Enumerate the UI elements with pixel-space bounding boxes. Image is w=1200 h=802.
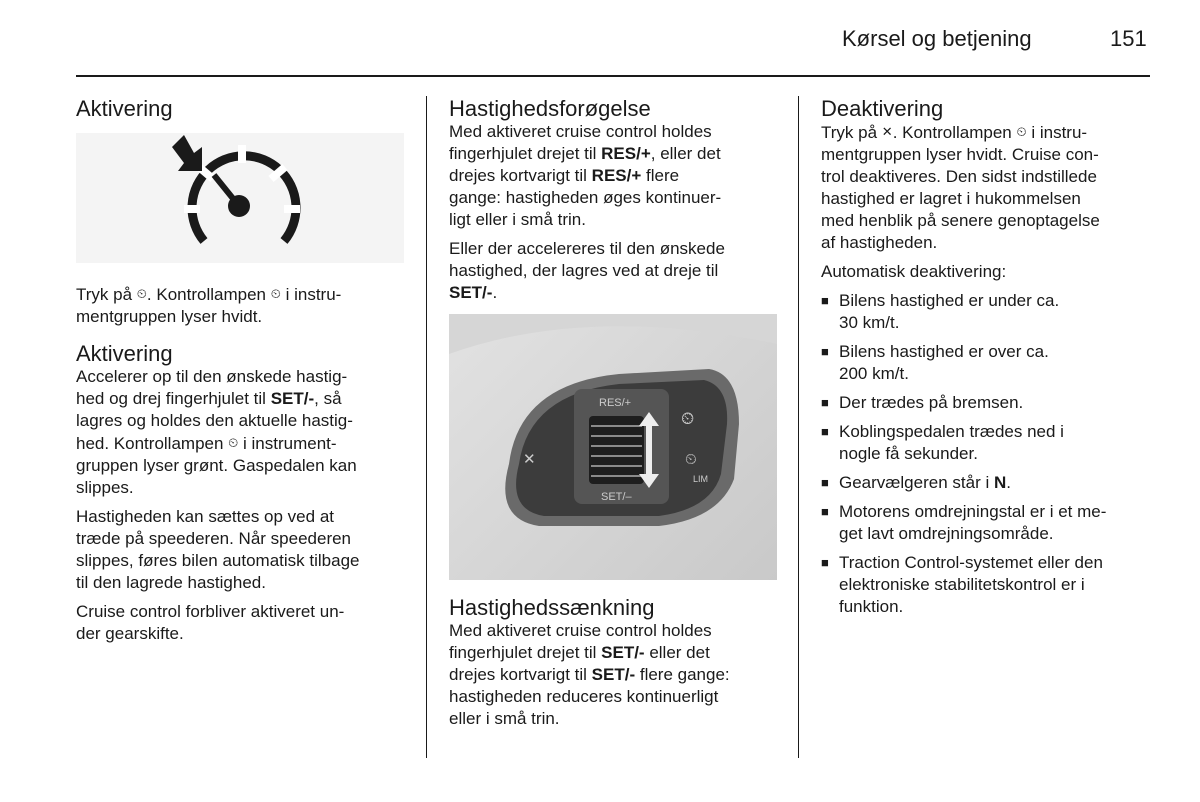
page-header-title: Kørsel og betjening [842, 26, 1032, 51]
cruise-control-symbol-icon: ⏲ [136, 286, 147, 301]
lim-label: LIM [693, 474, 709, 484]
column-1 [76, 97, 406, 652]
cruise-control-icon [76, 133, 404, 263]
column-3 [821, 97, 1153, 625]
limiter-symbol-icon: ⏲ [685, 450, 697, 468]
paragraph-speed-up-pedal: Hastigheden kan sættes op ved at træde på speederen. Når speederen slippes, føres bilen automatisk tilbage til den lagrede hastighed. [76, 507, 360, 592]
paragraph-speed-increase: Med aktiveret cruise control holdes fingerhjulet drejet til RES/+, eller det drejes kortvarigt til RES/+ flere gange: hastigheden øges kontinuer- ligt eller i små trin. [449, 122, 722, 229]
paragraph-activation-accelerate: Accelerer op til den ønskede hastig- hed og drej fingerhjulet til SET/-, så lagres og holdes den aktuelle hastig- hed. Kontrollampen ⏲ i instrument- gruppen lyser grønt. Gaspedalen kan slippes. [76, 367, 357, 497]
paragraph-deactivation: Tryk på ✕. Kontrollampen ⏲ i instru- mentgruppen lyser hvidt. Cruise con- trol deaktiveres. Den sidst indstillede hastighed er lagret i hukommelsen med henblik på senere genoptagelse af hastigheden. [821, 123, 1100, 252]
list-item: ■ Der trædes på bremsen. [821, 392, 1153, 414]
list-item: ■ Gearvælgeren står i N. [821, 472, 1153, 494]
list-item: ■ Bilens hastighed er under ca. 30 km/t. [821, 290, 1153, 334]
list-item: ■ Traction Control-systemet eller den elektroniske stabilitetskontrol er i funktion. [821, 552, 1153, 618]
list-item: ■ Motorens omdrejningstal er i et me- get lavt omdrejningsområde. [821, 501, 1153, 545]
column-divider-2 [798, 96, 799, 758]
column-2 [449, 97, 779, 737]
deactivation-conditions-list [821, 290, 1153, 618]
section-heading-speed-decrease: Hastighedssænkning [449, 595, 655, 620]
page-number: 151 [1110, 26, 1147, 51]
header-divider [76, 75, 1150, 77]
paragraph-gearshift: Cruise control forbliver aktiveret un- der gearskifte. [76, 602, 345, 643]
steering-wheel-switch-illustration [449, 314, 777, 580]
section-heading-activation-2: Aktivering [76, 341, 173, 366]
cancel-symbol-icon: ✕ [881, 124, 893, 139]
cruise-control-symbol-icon: ⏲ [228, 435, 239, 450]
set-minus-label: SET/– [601, 491, 632, 503]
paragraph-auto-deactivation: Automatisk deaktivering: [821, 262, 1007, 281]
cruise-symbol-icon: ⏲ [681, 409, 695, 429]
paragraph-accelerate-store: Eller der accelereres til den ønskede hastighed, der lagres ved at dreje til SET/-. [449, 239, 725, 302]
paragraph-activation-intro: Tryk på ⏲. Kontrollampen ⏲ i instru- mentgruppen lyser hvidt. [76, 285, 342, 326]
list-item: ■ Koblingspedalen trædes ned i nogle få sekunder. [821, 421, 1153, 465]
cruise-control-illustration [76, 133, 404, 263]
section-heading-speed-increase: Hastighedsforøgelse [449, 96, 651, 121]
paragraph-speed-decrease: Med aktiveret cruise control holdes fingerhjulet drejet til SET/- eller det drejes kortvarigt til SET/- flere gange: hastigheden reduceres kontinuerligt eller i små trin. [449, 621, 730, 728]
res-plus-label: RES/+ [599, 397, 632, 409]
section-heading-activation: Aktivering [76, 96, 173, 121]
cancel-symbol-icon: ✕ [523, 450, 536, 468]
column-divider-1 [426, 96, 427, 758]
steering-wheel-switch-photo [449, 314, 777, 580]
cruise-control-symbol-icon: ⏲ [270, 286, 281, 301]
cruise-control-symbol-icon: ⏲ [1016, 124, 1027, 139]
section-heading-deactivation: Deaktivering [821, 96, 944, 121]
list-item: ■ Bilens hastighed er over ca. 200 km/t. [821, 341, 1153, 385]
